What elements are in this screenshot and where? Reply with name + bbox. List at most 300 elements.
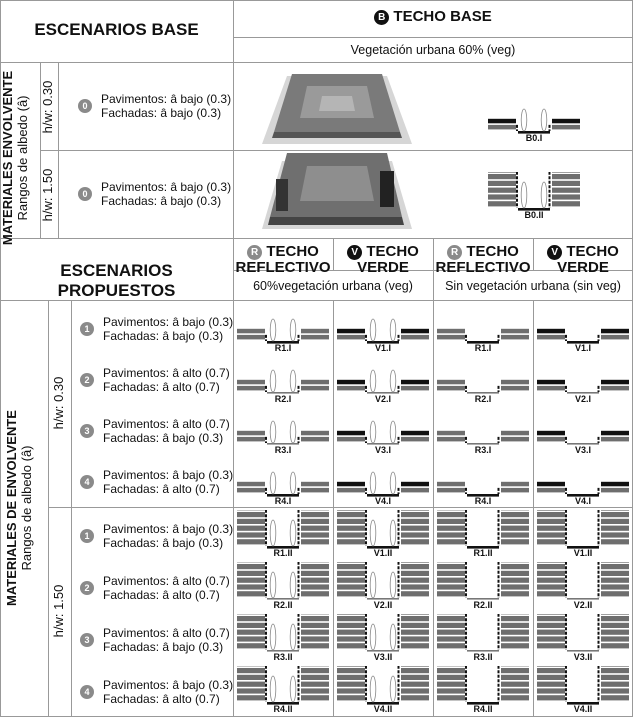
- diagram-label: V3.I: [574, 445, 592, 455]
- building-floor: [437, 539, 465, 544]
- building-floor: [537, 630, 565, 635]
- building-floor: [401, 437, 429, 442]
- building-floor: [301, 571, 329, 576]
- building-floor: [552, 194, 580, 199]
- building-floor: [537, 512, 565, 517]
- building-floor: [537, 643, 565, 648]
- building-floor: [601, 512, 629, 517]
- building-floor: [437, 329, 465, 334]
- building-floor: [301, 386, 329, 391]
- tree-icon: [290, 520, 296, 546]
- building-floor: [552, 119, 580, 124]
- tree-icon: [390, 676, 396, 702]
- building-floor: [237, 519, 265, 524]
- diagram-label: V2.II: [573, 600, 593, 610]
- column-title-line1: TECHO: [266, 243, 319, 260]
- diagram-label: V1.II: [373, 548, 393, 558]
- building-floor: [237, 380, 265, 385]
- scenario-badge: 1: [80, 322, 94, 336]
- building-floor: [437, 591, 465, 596]
- building-floor: [601, 386, 629, 391]
- facade-albedo: Fachadas: â bajo (0.3): [101, 106, 222, 120]
- street-section-diagram: [537, 666, 629, 716]
- building-floor: [537, 616, 565, 621]
- tree-icon: [541, 109, 547, 131]
- scenario-badge: 2: [80, 373, 94, 387]
- building-floor: [337, 482, 365, 487]
- diagram-label: V4.I: [574, 496, 592, 506]
- building-floor: [301, 695, 329, 700]
- building-floor: [301, 623, 329, 628]
- diagram-label: R2.II: [473, 600, 493, 610]
- diagram-label: V3.II: [573, 652, 593, 662]
- building-floor: [537, 668, 565, 673]
- building-floor: [601, 526, 629, 531]
- proposed-hw-2: h/w: 1.50: [51, 584, 66, 638]
- building-floor: [537, 636, 565, 641]
- facade-albedo: Fachadas: â bajo (0.3): [103, 640, 224, 654]
- building-floor: [301, 526, 329, 531]
- building-floor: [501, 512, 529, 517]
- building-floor: [301, 380, 329, 385]
- building-floor: [488, 181, 516, 186]
- building-floor: [437, 675, 465, 680]
- building-floor: [301, 335, 329, 340]
- street-section-diagram: [337, 407, 429, 457]
- building-floor: [237, 643, 265, 648]
- tree-icon: [370, 572, 376, 598]
- building-floor: [337, 616, 365, 621]
- tree-icon: [290, 319, 296, 341]
- building-floor: [401, 643, 429, 648]
- diagram-label: V1.II: [573, 548, 593, 558]
- building-floor: [337, 532, 365, 537]
- scenario-badge: 0: [78, 99, 92, 113]
- street-section-diagram: [337, 305, 429, 355]
- street-section-diagram: [537, 458, 629, 508]
- building-floor: [501, 519, 529, 524]
- diagram-label: R4.I: [474, 496, 492, 506]
- building-floor: [237, 386, 265, 391]
- roof-type-badge: V: [547, 245, 562, 260]
- building-floor: [488, 201, 516, 206]
- building-floor: [301, 437, 329, 442]
- tree-icon: [270, 421, 276, 443]
- building-floor: [488, 174, 516, 179]
- pavement-albedo: Pavimentos: â bajo (0.3): [101, 92, 232, 106]
- street-section-diagram: [337, 666, 429, 716]
- base-hw-2: h/w: 1.50: [40, 168, 55, 222]
- street-section-diagram: [237, 614, 329, 664]
- proposed-scenarios-title: ESCENARIOS PROPUESTOS: [57, 261, 176, 300]
- tree-icon: [270, 572, 276, 598]
- building-floor: [501, 668, 529, 673]
- building-floor: [337, 386, 365, 391]
- building-floor: [301, 431, 329, 436]
- scenario-badge: 4: [80, 475, 94, 489]
- building-floor: [237, 616, 265, 621]
- building-floor: [401, 668, 429, 673]
- building-floor: [337, 335, 365, 340]
- street-section-diagram: [237, 356, 329, 406]
- column-title-line1: TECHO: [466, 243, 519, 260]
- tree-icon: [290, 572, 296, 598]
- building-floor: [337, 668, 365, 673]
- street-section-diagram: [237, 666, 329, 716]
- building-floor: [537, 695, 565, 700]
- building-floor: [501, 695, 529, 700]
- tree-icon: [541, 182, 547, 208]
- tree-icon: [370, 676, 376, 702]
- diagram-label: V3.I: [374, 445, 392, 455]
- tree-icon: [290, 472, 296, 494]
- building-floor: [437, 431, 465, 436]
- building-floor: [437, 512, 465, 517]
- diagram-label: R3.I: [474, 445, 492, 455]
- building-floor: [601, 437, 629, 442]
- diagram-label: B0.I: [525, 133, 543, 143]
- building-floor: [601, 571, 629, 576]
- building-floor: [437, 578, 465, 583]
- building-floor: [337, 488, 365, 493]
- building-floor: [501, 488, 529, 493]
- scenario-2: [80, 366, 230, 394]
- scenario-1: [80, 522, 233, 550]
- building-floor: [437, 584, 465, 589]
- street-section-diagram: [488, 172, 580, 222]
- building-floor: [401, 380, 429, 385]
- column-header-4: [533, 244, 633, 275]
- building-floor: [501, 564, 529, 569]
- building-floor: [501, 630, 529, 635]
- building-floor: [301, 591, 329, 596]
- building-floor: [437, 688, 465, 693]
- street-section-diagram: [337, 562, 429, 612]
- building-floor: [337, 437, 365, 442]
- building-floor: [501, 682, 529, 687]
- street-section-diagram: [437, 305, 529, 355]
- building-floor: [237, 431, 265, 436]
- building-floor: [501, 688, 529, 693]
- building-floor: [601, 539, 629, 544]
- building-floor: [601, 488, 629, 493]
- column-title-line1: TECHO: [566, 243, 619, 260]
- diagram-label: V1.I: [574, 343, 592, 353]
- tree-icon: [390, 520, 396, 546]
- building-floor: [437, 437, 465, 442]
- building-floor: [401, 335, 429, 340]
- street-section-diagram: [337, 356, 429, 406]
- tree-icon: [370, 472, 376, 494]
- building-floor: [237, 591, 265, 596]
- building-floor: [337, 682, 365, 687]
- tree-icon: [521, 182, 527, 208]
- diagram-label: R3.II: [473, 652, 493, 662]
- building-floor: [401, 431, 429, 436]
- street-section-diagram: [488, 95, 580, 145]
- building-floor: [537, 532, 565, 537]
- building-floor: [537, 335, 565, 340]
- proposed-side-label-sub: Rangos de albedo (â): [19, 445, 34, 571]
- street-section-diagram: [537, 510, 629, 560]
- building-floor: [501, 437, 529, 442]
- diagram-label: R3.II: [273, 652, 293, 662]
- building-floor: [337, 623, 365, 628]
- tree-icon: [270, 676, 276, 702]
- facade-albedo: Fachadas: â bajo (0.3): [103, 329, 224, 343]
- building-floor: [537, 688, 565, 693]
- building-floor: [488, 194, 516, 199]
- base-vegetation-label: Vegetación urbana 60% (veg): [350, 43, 516, 57]
- building-floor: [537, 675, 565, 680]
- pavement-albedo: Pavimentos: â alto (0.7): [103, 366, 230, 380]
- building-floor: [437, 564, 465, 569]
- building-floor: [537, 571, 565, 576]
- street-section-diagram: [537, 407, 629, 457]
- building-floor: [337, 630, 365, 635]
- building-floor: [337, 564, 365, 569]
- building-floor: [537, 431, 565, 436]
- building-floor: [401, 688, 429, 693]
- building-floor: [301, 688, 329, 693]
- building-floor: [237, 564, 265, 569]
- building-floor: [301, 519, 329, 524]
- scenario-3: [80, 417, 230, 445]
- building-floor: [337, 526, 365, 531]
- building-floor: [537, 539, 565, 544]
- building-floor: [437, 380, 465, 385]
- facade-albedo: Fachadas: â alto (0.7): [103, 588, 220, 602]
- city-3d-render-high: [262, 151, 412, 231]
- diagram-label: R2.I: [474, 394, 492, 404]
- building-floor: [337, 329, 365, 334]
- building-floor: [401, 591, 429, 596]
- building-floor: [237, 526, 265, 531]
- street-section-diagram: [537, 356, 629, 406]
- building-floor: [437, 519, 465, 524]
- building-floor: [401, 532, 429, 537]
- diagram-label: R4.I: [274, 496, 292, 506]
- building-floor: [301, 539, 329, 544]
- building-floor: [537, 488, 565, 493]
- tree-icon: [290, 370, 296, 392]
- base-scenario-2: [78, 180, 231, 208]
- diagram-label: R1.I: [274, 343, 292, 353]
- tree-icon: [390, 421, 396, 443]
- tree-icon: [270, 370, 276, 392]
- building-floor: [301, 329, 329, 334]
- building-floor: [237, 539, 265, 544]
- building-floor: [337, 380, 365, 385]
- pavement-albedo: Pavimentos: â bajo (0.3): [103, 678, 234, 692]
- street-section-diagram: [237, 510, 329, 560]
- building-floor: [601, 519, 629, 524]
- base-hw-1: h/w: 0.30: [40, 80, 55, 134]
- building-floor: [501, 584, 529, 589]
- building-floor: [601, 616, 629, 621]
- building-floor: [437, 526, 465, 531]
- roof-type-badge: R: [247, 245, 262, 260]
- building-floor: [601, 584, 629, 589]
- diagram-label: V3.II: [373, 652, 393, 662]
- building-floor: [501, 591, 529, 596]
- building-floor: [601, 532, 629, 537]
- building-floor: [501, 623, 529, 628]
- scenario-4: [80, 468, 233, 496]
- city-3d-render-low: [262, 66, 412, 148]
- building-floor: [437, 532, 465, 537]
- building-floor: [601, 695, 629, 700]
- facade-albedo: Fachadas: â alto (0.7): [103, 380, 220, 394]
- building-floor: [301, 564, 329, 569]
- building-floor: [501, 431, 529, 436]
- building-floor: [337, 675, 365, 680]
- diagram-label: R2.I: [274, 394, 292, 404]
- building-floor: [337, 512, 365, 517]
- facade-albedo: Fachadas: â alto (0.7): [103, 482, 220, 496]
- building-floor: [301, 636, 329, 641]
- tree-icon: [370, 319, 376, 341]
- tree-icon: [290, 676, 296, 702]
- building-floor: [437, 668, 465, 673]
- building-floor: [488, 119, 516, 124]
- building-floor: [537, 482, 565, 487]
- building-floor: [401, 539, 429, 544]
- building-floor: [401, 488, 429, 493]
- pavement-albedo: Pavimentos: â bajo (0.3): [103, 522, 234, 536]
- street-section-diagram: [437, 356, 529, 406]
- tree-icon: [390, 319, 396, 341]
- building-floor: [501, 571, 529, 576]
- building-floor: [301, 616, 329, 621]
- building-floor: [401, 623, 429, 628]
- diagram-label: V4.II: [573, 704, 593, 714]
- diagram-label: V2.II: [373, 600, 393, 610]
- veg-group-with: 60%vegetación urbana (veg): [253, 279, 413, 293]
- building-floor: [552, 181, 580, 186]
- building-floor: [237, 488, 265, 493]
- tree-icon: [370, 421, 376, 443]
- building-floor: [401, 512, 429, 517]
- diagram-label: R3.I: [274, 445, 292, 455]
- building-floor: [601, 578, 629, 583]
- building-floor: [501, 532, 529, 537]
- scenario-3: [80, 626, 230, 654]
- building-floor: [601, 630, 629, 635]
- building-floor: [337, 431, 365, 436]
- building-floor: [401, 675, 429, 680]
- proposed-side-label: [4, 300, 44, 716]
- tree-icon: [370, 520, 376, 546]
- tree-icon: [370, 370, 376, 392]
- building-floor: [337, 578, 365, 583]
- scenario-badge: 0: [78, 187, 92, 201]
- scenario-badge: 2: [80, 581, 94, 595]
- building-floor: [301, 482, 329, 487]
- building-floor: [237, 630, 265, 635]
- building-floor: [401, 682, 429, 687]
- building-floor: [501, 380, 529, 385]
- building-floor: [537, 591, 565, 596]
- street-section-diagram: [337, 510, 429, 560]
- building-floor: [337, 519, 365, 524]
- building-floor: [437, 335, 465, 340]
- building-floor: [437, 695, 465, 700]
- building-floor: [337, 695, 365, 700]
- building-floor: [537, 437, 565, 442]
- building-floor: [237, 695, 265, 700]
- diagram-label: V2.I: [374, 394, 392, 404]
- building-floor: [237, 636, 265, 641]
- diagram-label: V4.II: [373, 704, 393, 714]
- building-floor: [552, 188, 580, 193]
- building-floor: [337, 539, 365, 544]
- tree-icon: [270, 520, 276, 546]
- base-scenario-1: [78, 92, 231, 120]
- building-floor: [601, 682, 629, 687]
- street-section-diagram: [237, 305, 329, 355]
- building-floor: [237, 335, 265, 340]
- street-section-diagram: [337, 614, 429, 664]
- building-floor: [501, 526, 529, 531]
- building-floor: [401, 630, 429, 635]
- diagram-label: V4.I: [374, 496, 392, 506]
- column-title-line1: TECHO: [366, 243, 419, 260]
- building-floor: [601, 431, 629, 436]
- veg-group-without: Sin vegetación urbana (sin veg): [445, 279, 621, 293]
- building-floor: [501, 643, 529, 648]
- building-floor: [401, 519, 429, 524]
- building-floor: [237, 532, 265, 537]
- building-floor: [601, 688, 629, 693]
- building-floor: [301, 532, 329, 537]
- building-floor: [601, 591, 629, 596]
- pavement-albedo: Pavimentos: â bajo (0.3): [103, 315, 234, 329]
- building-floor: [237, 512, 265, 517]
- street-section-diagram: [437, 510, 529, 560]
- building-floor: [301, 643, 329, 648]
- street-section-diagram: [237, 562, 329, 612]
- building-floor: [301, 675, 329, 680]
- building-floor: [401, 636, 429, 641]
- building-floor: [401, 695, 429, 700]
- base-side-label-sub: Rangos de albedo (â): [15, 95, 30, 221]
- scenario-2: [80, 574, 230, 602]
- pavement-albedo: Pavimentos: â bajo (0.3): [101, 180, 232, 194]
- building-floor: [601, 675, 629, 680]
- building-floor: [437, 482, 465, 487]
- tree-icon: [390, 624, 396, 650]
- scenario-badge: 3: [80, 424, 94, 438]
- pavement-albedo: Pavimentos: â alto (0.7): [103, 626, 230, 640]
- building-floor: [488, 188, 516, 193]
- roof-type-badge: R: [447, 245, 462, 260]
- building-floor: [237, 668, 265, 673]
- building-floor: [437, 623, 465, 628]
- building-floor: [501, 482, 529, 487]
- building-floor: [437, 636, 465, 641]
- building-floor: [301, 584, 329, 589]
- diagram-label: R1.I: [474, 343, 492, 353]
- building-floor: [501, 675, 529, 680]
- tree-icon: [270, 624, 276, 650]
- building-floor: [501, 578, 529, 583]
- building-floor: [337, 591, 365, 596]
- base-side-label-title: MATERIALES ENVOLVENTE: [0, 70, 15, 246]
- building-floor: [437, 386, 465, 391]
- building-floor: [537, 682, 565, 687]
- street-section-diagram: [237, 407, 329, 457]
